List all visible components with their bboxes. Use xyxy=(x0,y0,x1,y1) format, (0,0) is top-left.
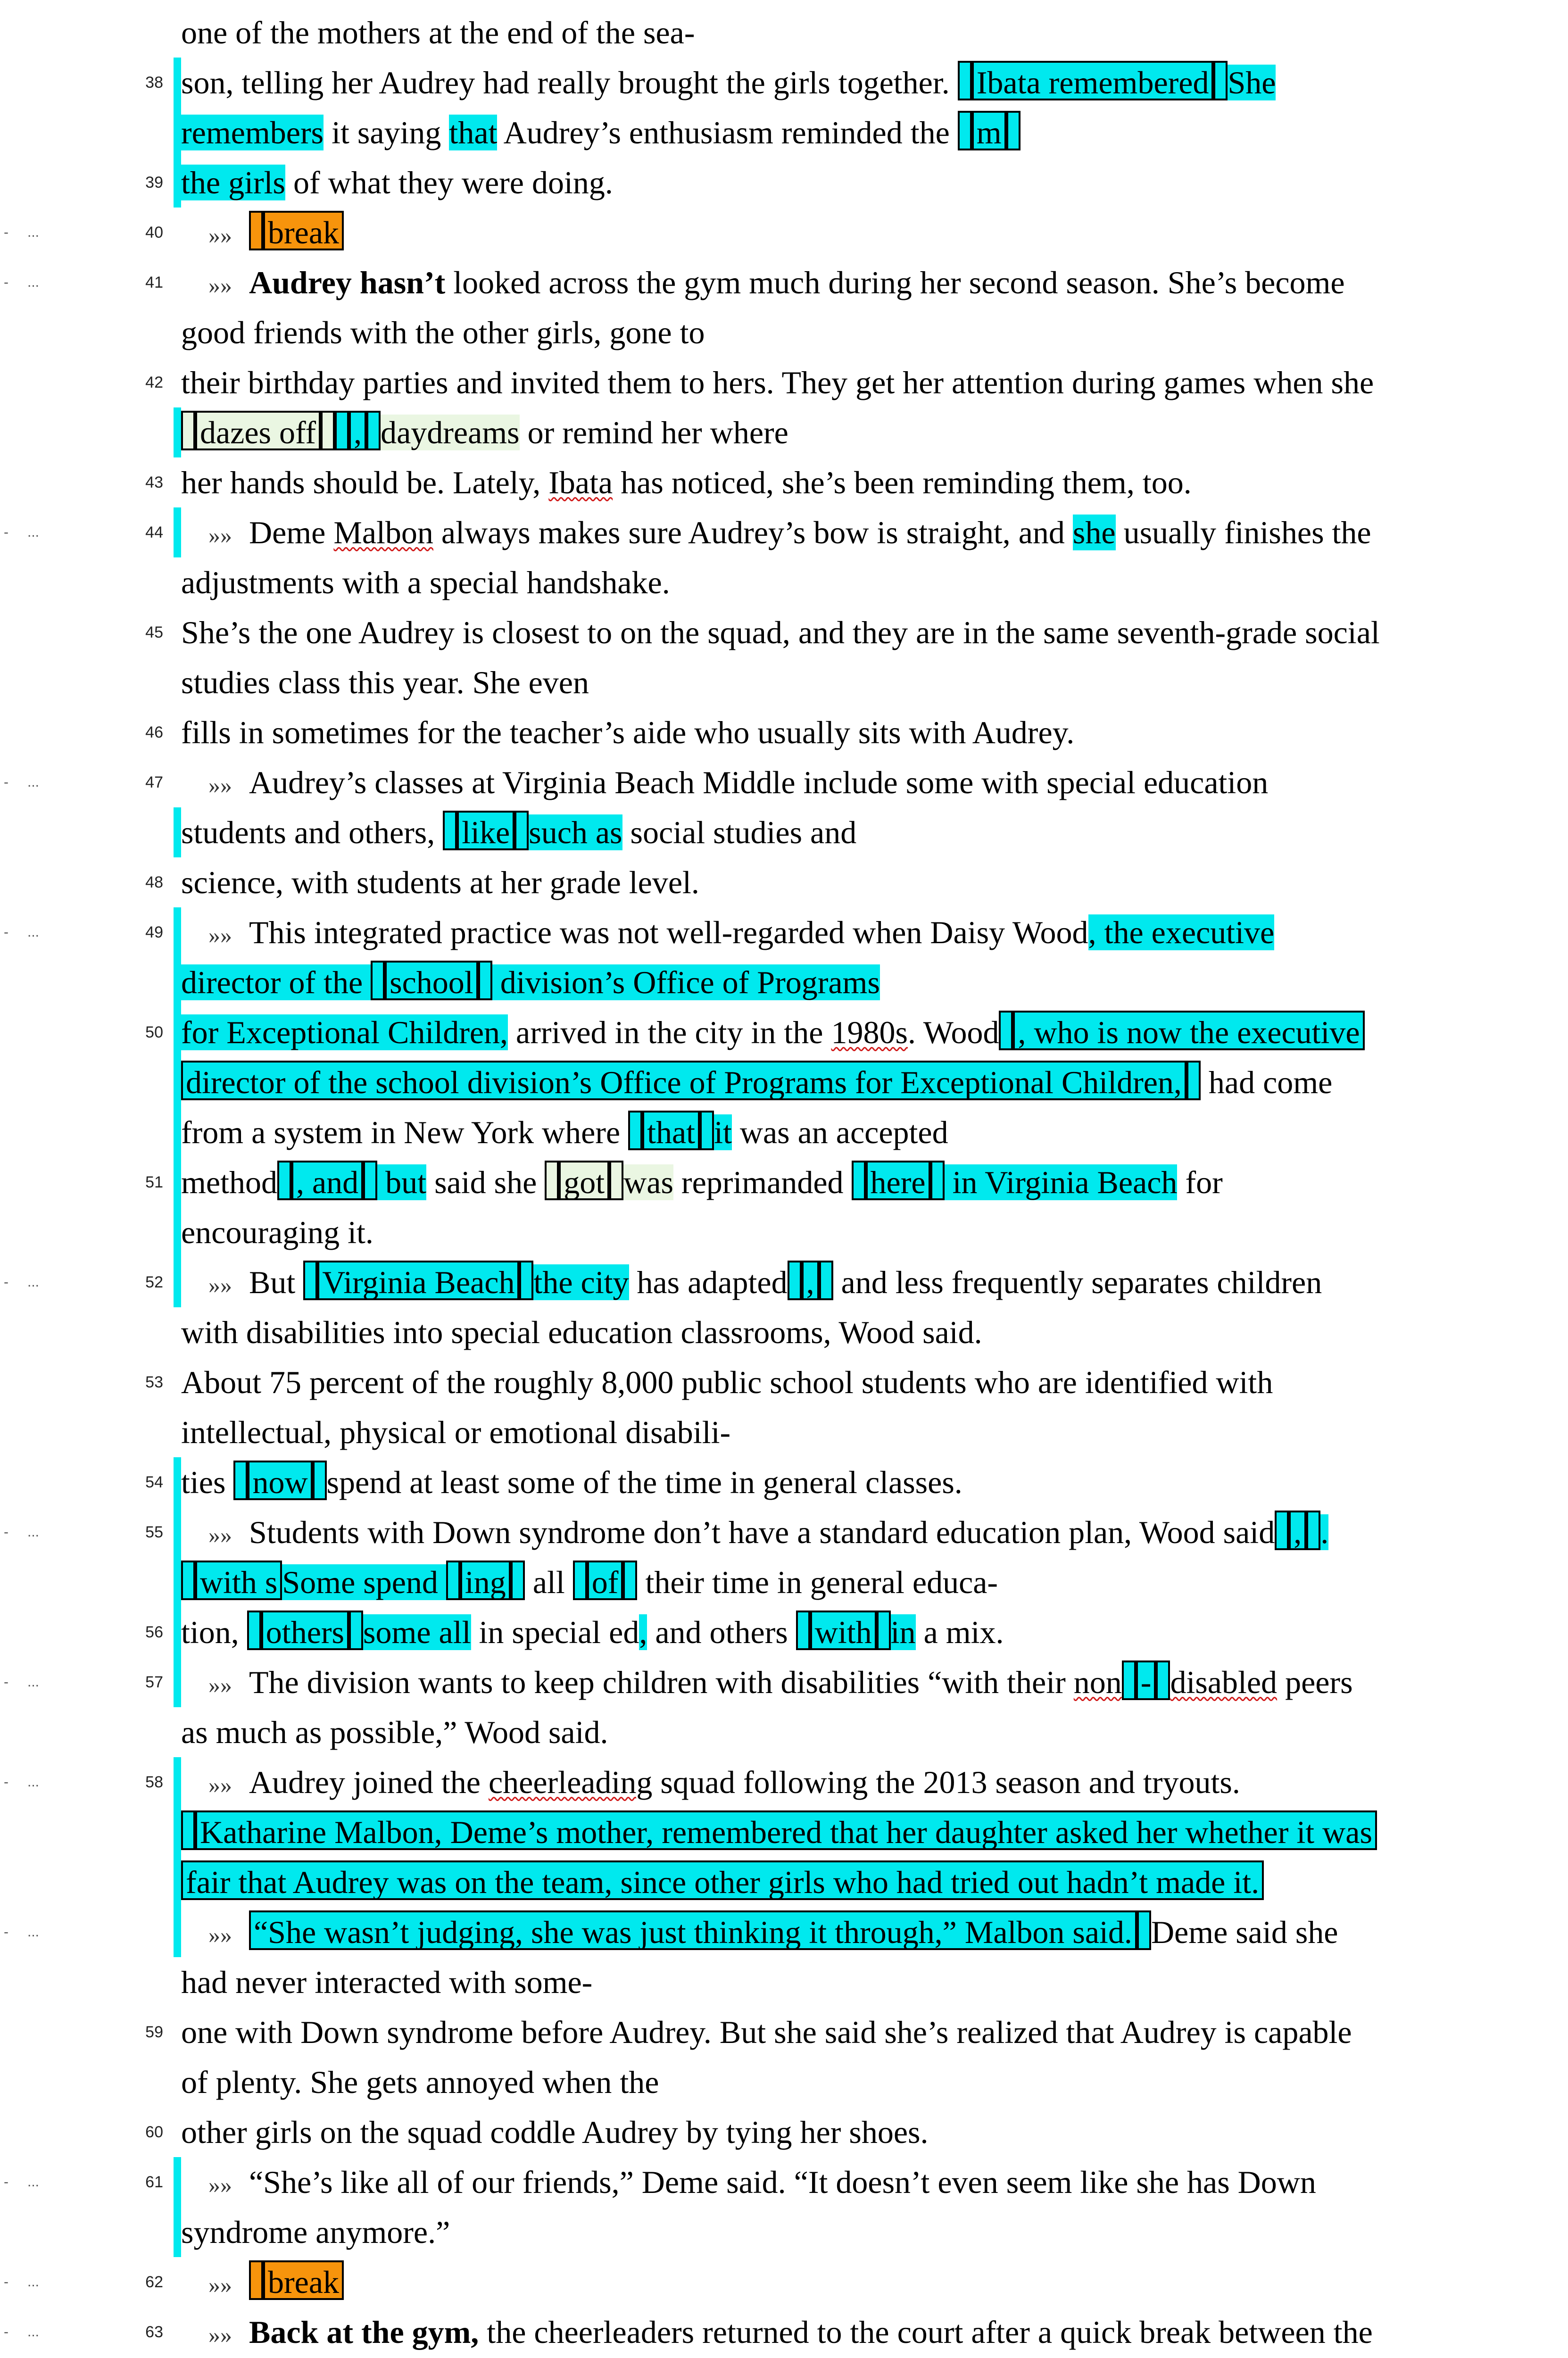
paragraph-chevron-icon: »» xyxy=(208,922,232,948)
tracked-deletion[interactable]: others xyxy=(261,1611,349,1650)
tracked-insertion[interactable]: in xyxy=(890,1614,916,1650)
tracked-deletion[interactable]: fair that Audrey was on the team, since other girls who had tried out hadn’t made it. xyxy=(181,1860,1264,1900)
line-text: a mix. xyxy=(915,1614,1004,1650)
margin-dots: ... xyxy=(27,1924,40,1940)
text-line xyxy=(181,1457,1539,1507)
line-text: all xyxy=(524,1564,573,1600)
line-number: 62 xyxy=(145,2273,163,2291)
line-text: Audrey’s classes at Virginia Beach Middle include some with special education xyxy=(249,764,1269,800)
margin-marker: - xyxy=(4,2174,9,2190)
text-line xyxy=(181,1057,1539,1107)
insertion-marker[interactable] xyxy=(313,1461,327,1500)
line-number: 50 xyxy=(145,1023,163,1041)
bold-lead-in: Audrey hasn’t xyxy=(249,265,446,300)
tracked-insertion[interactable]: some all xyxy=(363,1614,471,1650)
text-line xyxy=(181,1657,1539,1707)
margin-marker: - xyxy=(4,524,9,540)
line-text: with disabilities into special education classrooms, Wood said. xyxy=(181,1314,982,1350)
line-text: their birthday parties and invited them to hers. They get her attention during games when she xyxy=(181,365,1374,400)
line-text: spend at least some of the time in general classes. xyxy=(326,1464,962,1500)
tracked-insertion[interactable]: She xyxy=(1228,65,1276,100)
margin-dots: ... xyxy=(27,1524,40,1540)
tracked-insertion[interactable]: daydreams xyxy=(381,415,520,450)
paragraph-chevron-icon: »» xyxy=(208,1922,232,1948)
line-text: as much as possible,” Wood said. xyxy=(181,1714,608,1750)
margin-marker: - xyxy=(4,2274,9,2290)
line-text: or remind her where xyxy=(519,415,788,450)
insertion-marker[interactable] xyxy=(623,1561,637,1600)
text-line xyxy=(181,108,1539,158)
spelling-flag: disabled xyxy=(1170,1664,1278,1700)
break-marker[interactable]: break xyxy=(263,211,344,250)
tracked-deletion[interactable]: got xyxy=(559,1161,609,1200)
line-number: 46 xyxy=(145,723,163,741)
text-line xyxy=(181,1257,1539,1307)
tracked-insertion[interactable]: . xyxy=(1320,1514,1329,1550)
insertion-marker[interactable] xyxy=(1156,1661,1170,1700)
insertion-marker[interactable] xyxy=(321,411,335,450)
line-number: 58 xyxy=(145,1773,163,1791)
insertion-marker[interactable] xyxy=(514,811,529,850)
tracked-deletion[interactable]: school xyxy=(385,961,478,1000)
text-line xyxy=(181,557,1539,607)
paragraph-chevron-icon: »» xyxy=(208,1672,232,1698)
text-line xyxy=(181,208,1539,257)
tracked-insertion[interactable]: that xyxy=(449,115,498,150)
line-text: other girls on the squad coddle Audrey by tying her shoes. xyxy=(181,2114,929,2150)
text-line xyxy=(181,807,1539,857)
line-text: usually finishes the xyxy=(1115,515,1371,550)
insertion-marker[interactable] xyxy=(930,1161,945,1200)
margin-dots: ... xyxy=(27,2324,40,2340)
line-text: intellectual, physical or emotional disabili- xyxy=(181,1414,731,1450)
line-text: one with Down syndrome before Audrey. But she said she’s realized that Audrey is capable xyxy=(181,2014,1352,2050)
insertion-marker[interactable] xyxy=(249,211,263,250)
margin-marker: - xyxy=(4,224,9,240)
text-line xyxy=(181,1357,1539,1407)
margin-marker: - xyxy=(4,924,9,940)
line-text: . Wood xyxy=(907,1014,999,1050)
line-text: Audrey joined the xyxy=(249,1764,489,1800)
tracked-deletion[interactable]: , and xyxy=(291,1161,363,1200)
tracked-deletion[interactable]: Virginia Beach xyxy=(317,1261,519,1300)
spelling-flag: non xyxy=(1073,1664,1122,1700)
tracked-insertion[interactable]: such as xyxy=(529,814,622,850)
text-line xyxy=(181,8,1539,58)
text-line xyxy=(181,457,1539,507)
line-text: studies class this year. She even xyxy=(181,664,589,700)
tracked-deletion[interactable]: Ibata remembered xyxy=(972,61,1214,100)
insertion-marker[interactable] xyxy=(545,1161,559,1200)
text-line xyxy=(181,2157,1539,2207)
line-text: has noticed, she’s been reminding them, too. xyxy=(613,465,1192,500)
line-number: 48 xyxy=(145,873,163,891)
text-line xyxy=(181,507,1539,557)
line-text: one of the mothers at the end of the sea- xyxy=(181,15,695,50)
line-text: Audrey’s enthusiasm reminded the xyxy=(497,115,958,150)
line-text: the cheerleaders returned to the court after a quick break between the xyxy=(479,2314,1373,2350)
spelling-flag: cheerleading xyxy=(488,1764,653,1800)
line-number: 51 xyxy=(145,1173,163,1191)
tracked-insertion[interactable]: division’s Office of Programs xyxy=(492,964,880,1000)
tracked-deletion[interactable]: of xyxy=(587,1561,623,1600)
line-text: had never interacted with some- xyxy=(181,1964,593,2000)
line-text: Students with Down syndrome don’t have a standard education plan, Wood said xyxy=(249,1514,1275,1550)
line-number: 44 xyxy=(145,523,163,541)
insertion-marker[interactable] xyxy=(181,1561,195,1600)
text-line xyxy=(181,757,1539,807)
line-text: their time in general educa- xyxy=(637,1564,998,1600)
margin-dots: ... xyxy=(27,774,40,790)
paragraph-chevron-icon: »» xyxy=(208,1772,232,1798)
margin-dots: ... xyxy=(27,274,40,290)
tracked-deletion[interactable]: here xyxy=(866,1161,930,1200)
paragraph-chevron-icon: »» xyxy=(208,2322,232,2348)
text-line xyxy=(181,1207,1539,1257)
line-number: 39 xyxy=(145,174,163,191)
line-text: and less frequently separates children xyxy=(833,1264,1322,1300)
line-text: had come xyxy=(1200,1064,1333,1100)
line-text: from a system in New York where xyxy=(181,1114,629,1150)
paragraph-chevron-icon: »» xyxy=(208,2272,232,2298)
margin-marker: - xyxy=(4,1524,9,1540)
tracked-deletion[interactable]: Katharine Malbon, Deme’s mother, remembered that her daughter asked her whether it was xyxy=(195,1810,1377,1850)
spelling-flag: Malbon xyxy=(333,515,433,550)
line-text: good friends with the other girls, gone to xyxy=(181,315,705,350)
insertion-marker[interactable] xyxy=(1137,1910,1151,1950)
line-number: 57 xyxy=(145,1673,163,1691)
line-number: 38 xyxy=(145,74,163,91)
line-number: 40 xyxy=(145,224,163,241)
line-text: ties xyxy=(181,1464,234,1500)
line-text: of plenty. She gets annoyed when the xyxy=(181,2064,659,2100)
paragraph-chevron-icon: »» xyxy=(208,1522,232,1548)
text-line xyxy=(181,1907,1539,1957)
line-text: for xyxy=(1177,1164,1223,1200)
line-text: peers xyxy=(1277,1664,1353,1700)
tracked-insertion[interactable]: , the executive xyxy=(1088,914,1275,950)
line-number: 55 xyxy=(145,1523,163,1541)
margin-dots: ... xyxy=(27,2174,40,2190)
insertion-marker[interactable] xyxy=(363,1161,377,1200)
text-line xyxy=(181,2007,1539,2057)
insertion-marker[interactable] xyxy=(1006,111,1020,150)
text-line xyxy=(181,1707,1539,1757)
line-text: She’s the one Audrey is closest to on the squad, and they are in the same seventh-grade social xyxy=(181,614,1380,650)
margin-marker: - xyxy=(4,1774,9,1790)
insertion-marker[interactable] xyxy=(519,1261,533,1300)
insertion-marker[interactable] xyxy=(573,1561,587,1600)
line-text: tion, xyxy=(181,1614,247,1650)
tracked-insertion[interactable]: director of the xyxy=(181,964,371,1000)
text-line xyxy=(181,2257,1539,2307)
margin-dots: ... xyxy=(27,524,40,540)
line-number: 59 xyxy=(145,2023,163,2041)
text-line xyxy=(181,1107,1539,1157)
margin-dots: ... xyxy=(27,924,40,940)
line-text: syndrome anymore.” xyxy=(181,2214,450,2250)
tracked-deletion[interactable]: ing xyxy=(460,1561,511,1600)
line-number: 43 xyxy=(145,473,163,491)
text-line xyxy=(181,857,1539,907)
line-text: looked across the gym much during her second season. She’s become xyxy=(445,265,1345,300)
line-number: 60 xyxy=(145,2123,163,2141)
line-text: Deme said she xyxy=(1151,1914,1338,1950)
line-number: 63 xyxy=(145,2323,163,2341)
insertion-marker[interactable] xyxy=(366,411,381,450)
text-line xyxy=(181,2307,1539,2357)
text-line xyxy=(181,357,1539,407)
tracked-deletion[interactable]: dazes off xyxy=(195,411,321,450)
text-line xyxy=(181,257,1539,307)
tracked-deletion[interactable]: , who is now the executive xyxy=(1013,1011,1364,1050)
text-line xyxy=(181,1557,1539,1607)
line-text: This integrated practice was not well-regarded when Daisy Wood xyxy=(249,914,1088,950)
change-bar xyxy=(174,1457,181,1707)
change-bar xyxy=(174,1257,181,1307)
text-line xyxy=(181,1507,1539,1557)
line-number: 54 xyxy=(145,1473,163,1491)
insertion-marker[interactable] xyxy=(1275,1511,1289,1550)
tracked-insertion[interactable]: she xyxy=(1072,515,1116,550)
line-text: arrived in the city in the xyxy=(508,1014,831,1050)
insertion-marker[interactable] xyxy=(1122,1661,1136,1700)
line-text: encouraging it. xyxy=(181,1214,373,1250)
tracked-deletion[interactable]: , xyxy=(349,411,366,450)
insertion-marker[interactable] xyxy=(303,1261,317,1300)
line-text: science, with students at her grade level. xyxy=(181,864,699,900)
line-text: method xyxy=(181,1164,277,1200)
tracked-insertion[interactable]: remembers xyxy=(181,115,324,150)
insertion-marker[interactable] xyxy=(877,1611,891,1650)
insertion-marker[interactable] xyxy=(249,2260,263,2300)
insertion-marker[interactable] xyxy=(628,1111,642,1150)
text-line xyxy=(181,657,1539,707)
line-text: has adapted xyxy=(629,1264,788,1300)
paragraph-chevron-icon: »» xyxy=(208,772,232,798)
text-line xyxy=(181,707,1539,757)
tracked-deletion[interactable]: now xyxy=(248,1461,312,1500)
insertion-marker[interactable] xyxy=(1186,1061,1201,1100)
text-line xyxy=(181,2057,1539,2107)
tracked-insertion[interactable]: , xyxy=(639,1614,647,1650)
paragraph-chevron-icon: »» xyxy=(208,522,232,548)
tracked-deletion[interactable]: director of the school division’s Office of Programs for Exceptional Children, xyxy=(181,1061,1186,1100)
text-line xyxy=(181,1857,1539,1907)
text-line xyxy=(181,1957,1539,2007)
paragraph-chevron-icon: »» xyxy=(208,2172,232,2198)
tracked-deletion[interactable]: with s xyxy=(195,1561,282,1600)
tracked-insertion[interactable]: in Virginia Beach xyxy=(944,1164,1178,1200)
tracked-insertion[interactable]: the city xyxy=(533,1264,629,1300)
tracked-deletion[interactable]: “She wasn’t judging, she was just thinking it through,” Malbon said. xyxy=(249,1910,1137,1950)
margin-marker: - xyxy=(4,774,9,790)
break-marker[interactable]: break xyxy=(263,2260,344,2300)
text-line xyxy=(181,1757,1539,1807)
change-bar xyxy=(174,2157,181,2257)
tracked-deletion[interactable]: m xyxy=(972,111,1006,150)
text-line xyxy=(181,407,1539,457)
text-line xyxy=(181,2207,1539,2257)
line-number: 61 xyxy=(145,2173,163,2191)
change-bar xyxy=(174,1757,181,1957)
change-bar xyxy=(174,507,181,557)
insertion-marker[interactable] xyxy=(371,961,385,1000)
insertion-marker[interactable] xyxy=(788,1261,802,1300)
insertion-marker[interactable] xyxy=(958,61,972,100)
line-number: 49 xyxy=(145,923,163,941)
tracked-insertion[interactable]: for Exceptional Children, xyxy=(181,1014,508,1050)
line-text: her hands should be. Lately, xyxy=(181,465,549,500)
line-text: “She’s like all of our friends,” Deme said. “It doesn’t even seem like she has Down xyxy=(249,2164,1316,2200)
tracked-insertion[interactable]: was xyxy=(623,1164,673,1200)
line-text: and others xyxy=(647,1614,796,1650)
line-number: 56 xyxy=(145,1623,163,1641)
line-text: of what they were doing. xyxy=(285,165,613,200)
insertion-marker[interactable] xyxy=(511,1561,525,1600)
text-line xyxy=(181,957,1539,1007)
line-text: social studies and xyxy=(622,814,857,850)
margin-marker: - xyxy=(4,2324,9,2340)
tracked-insertion[interactable]: but xyxy=(377,1164,427,1200)
insertion-marker[interactable] xyxy=(443,811,457,850)
text-line xyxy=(181,607,1539,657)
text-line xyxy=(181,1407,1539,1457)
text-line xyxy=(181,1807,1539,1857)
line-text: Deme xyxy=(249,515,334,550)
line-text: students and others, xyxy=(181,814,443,850)
line-text: But xyxy=(249,1264,304,1300)
text-line xyxy=(181,907,1539,957)
line-text: was an accepted xyxy=(731,1114,948,1150)
insertion-marker[interactable] xyxy=(1213,61,1228,100)
spelling-flag: 1980s xyxy=(831,1014,908,1050)
insertion-marker[interactable] xyxy=(478,961,492,1000)
line-number: 52 xyxy=(145,1273,163,1291)
change-bar xyxy=(174,58,181,208)
insertion-marker[interactable] xyxy=(181,1810,195,1850)
insertion-marker[interactable] xyxy=(233,1461,248,1500)
bold-lead-in: Back at the gym, xyxy=(249,2314,479,2350)
text-line xyxy=(181,158,1539,208)
line-text: reprimanded xyxy=(673,1164,852,1200)
line-number: 42 xyxy=(145,374,163,391)
margin-marker: - xyxy=(4,1674,9,1690)
text-line xyxy=(181,1607,1539,1657)
text-line xyxy=(181,58,1539,108)
line-text: son, telling her Audrey had really brought the girls together. xyxy=(181,65,958,100)
spelling-flag: Ibata xyxy=(548,465,613,500)
insertion-marker[interactable] xyxy=(796,1611,810,1650)
tracked-deletion[interactable]: with xyxy=(810,1611,877,1650)
insertion-marker[interactable] xyxy=(335,411,349,450)
tracked-deletion[interactable]: that xyxy=(642,1111,700,1150)
margin-dots: ... xyxy=(27,1274,40,1290)
line-text: in special ed xyxy=(471,1614,639,1650)
insertion-marker[interactable] xyxy=(247,1611,261,1650)
line-text: always makes sure Audrey’s bow is straight, and xyxy=(433,515,1073,550)
text-line xyxy=(181,1157,1539,1207)
text-line xyxy=(181,2107,1539,2157)
change-bar xyxy=(174,907,181,1257)
margin-marker: - xyxy=(4,274,9,290)
margin-dots: ... xyxy=(27,1674,40,1690)
margin-dots: ... xyxy=(27,1774,40,1790)
paragraph-chevron-icon: »» xyxy=(208,1272,232,1298)
change-bar xyxy=(174,407,181,457)
tracked-deletion[interactable]: like xyxy=(457,811,514,850)
insertion-marker[interactable] xyxy=(852,1161,866,1200)
text-line xyxy=(181,1007,1539,1057)
line-text: it saying xyxy=(324,115,449,150)
tracked-insertion[interactable]: the girls xyxy=(181,165,285,200)
line-number: 45 xyxy=(145,623,163,641)
insertion-marker[interactable] xyxy=(958,111,972,150)
tracked-insertion[interactable]: Some spend xyxy=(282,1564,446,1600)
tracked-deletion[interactable]: - xyxy=(1136,1661,1156,1700)
line-text: The division wants to keep children with disabilities “with their xyxy=(249,1664,1074,1700)
text-line xyxy=(181,307,1539,357)
line-text: About 75 percent of the roughly 8,000 public school students who are identified with xyxy=(181,1364,1273,1400)
line-number: 41 xyxy=(145,274,163,291)
insertion-marker[interactable] xyxy=(446,1561,460,1600)
text-line xyxy=(181,1307,1539,1357)
line-text: said she xyxy=(426,1164,545,1200)
line-number: 47 xyxy=(145,773,163,791)
insertion-marker[interactable] xyxy=(349,1611,363,1650)
paragraph-chevron-icon: »» xyxy=(208,272,232,299)
tracked-insertion[interactable]: it xyxy=(714,1114,732,1150)
insertion-marker[interactable] xyxy=(277,1161,291,1200)
line-text: adjustments with a special handshake. xyxy=(181,565,670,600)
tracked-deletion[interactable]: , xyxy=(802,1261,819,1300)
line-number: 53 xyxy=(145,1373,163,1391)
margin-marker: - xyxy=(4,1274,9,1290)
change-bar xyxy=(174,807,181,857)
margin-dots: ... xyxy=(27,2274,40,2290)
insertion-marker[interactable] xyxy=(1306,1511,1320,1550)
line-text: squad following the 2013 season and tryouts. xyxy=(652,1764,1240,1800)
margin-marker: - xyxy=(4,1924,9,1940)
line-text: fills in sometimes for the teacher’s aide who usually sits with Audrey. xyxy=(181,714,1075,750)
insertion-marker[interactable] xyxy=(700,1111,714,1150)
margin-dots: ... xyxy=(27,224,40,240)
insertion-marker[interactable] xyxy=(819,1261,833,1300)
insertion-marker[interactable] xyxy=(181,411,195,450)
insertion-marker[interactable] xyxy=(999,1011,1013,1050)
insertion-marker[interactable] xyxy=(609,1161,623,1200)
tracked-deletion[interactable]: , xyxy=(1289,1511,1306,1550)
paragraph-chevron-icon: »» xyxy=(208,222,232,249)
